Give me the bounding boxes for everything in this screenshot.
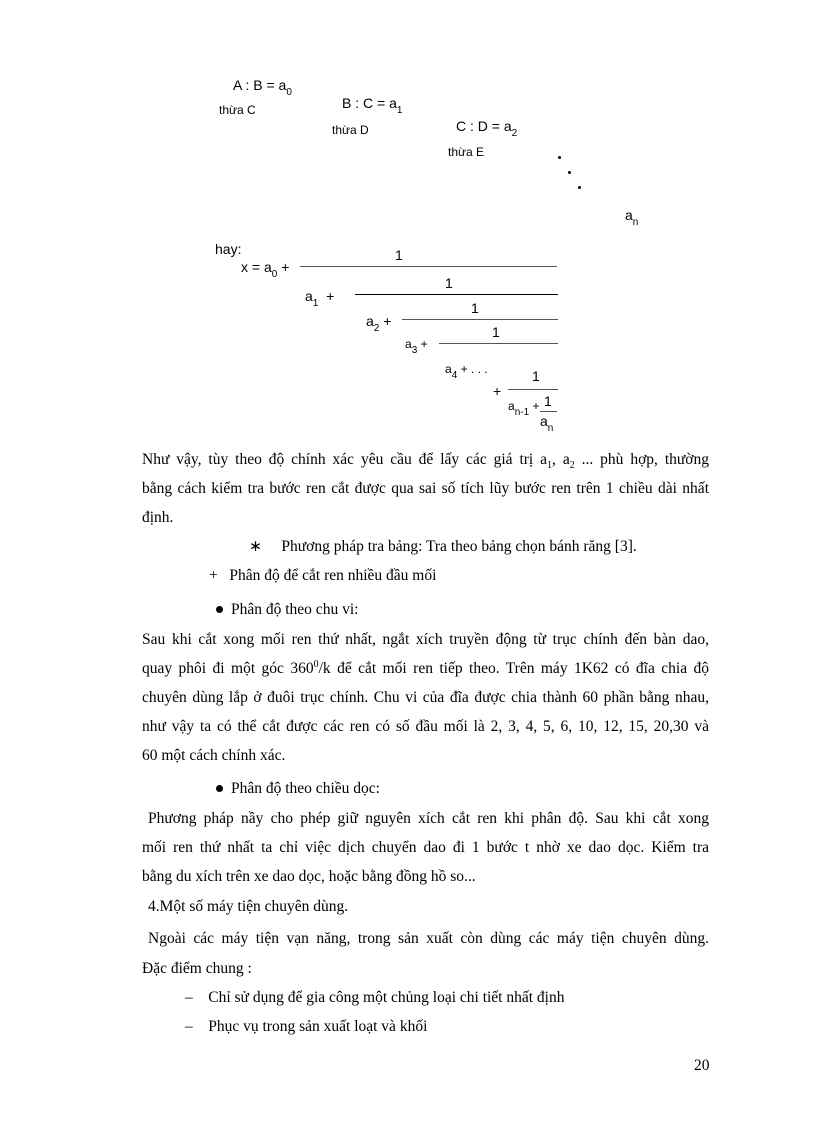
dash-marker: – xyxy=(185,989,193,1006)
remainder-e: thừa E xyxy=(448,145,485,159)
star-item: ∗ Phương pháp tra bảng: Tra theo bảng chọn bánh răng [3]. xyxy=(249,538,637,555)
paragraph-3-line-2: mối ren thứ nhất ta chỉ việc dịch chuyển dao đi 1 bước t nhờ xe dao dọc. Kiểm tra xyxy=(142,839,709,856)
bullet-icon xyxy=(216,785,223,792)
an-1-term: $a_{n-1}$ + xyxy=(508,399,540,418)
an-term: $a_n$ xyxy=(540,413,554,434)
paragraph-1-line-1: Như vậy, tùy theo độ chính xác yêu cầu để lấy các giá trị $a_1$, $a_2$ ... phù hợp, thường xyxy=(142,451,709,472)
dash-item-2: – Phục vụ trong sản xuất loạt và khối xyxy=(185,1018,428,1035)
paragraph-1-line-2: bằng cách kiểm tra bước ren cắt được qua sai số tích lũy bước ren trên 1 chiều dài nhất xyxy=(142,480,709,497)
division-line-c: C : $D = a_2$ xyxy=(456,118,518,139)
last-quotient: $a_n$ xyxy=(625,207,639,228)
section-heading-4: 4.Một số máy tiện chuyên dùng. xyxy=(148,898,349,915)
star-marker: ∗ xyxy=(249,538,262,555)
dash-marker: – xyxy=(185,1018,193,1035)
fraction-bar-5 xyxy=(508,389,558,390)
numerator-5: 1 xyxy=(532,368,540,384)
plus-marker: + xyxy=(209,567,218,584)
numerator-2: 1 xyxy=(445,275,453,291)
continued-fraction-figure xyxy=(205,62,650,434)
plus-item: + Phân độ để cắt ren nhiều đầu mối xyxy=(209,567,437,584)
bullet-icon xyxy=(216,606,223,613)
division-line-a: A : $B = a_0$ xyxy=(233,77,292,98)
paragraph-2-line-4: như vậy ta có thể cắt được các ren có số đầu mối là 2, 3, 4, 5, 6, 10, 12, 15, 20,30 và xyxy=(142,718,709,735)
hay-label: hay: xyxy=(215,241,242,257)
numerator-4: 1 xyxy=(492,324,500,340)
bullet-item-chu-vi: Phân độ theo chu vi: xyxy=(216,602,358,618)
a2-term: $a_2$ + xyxy=(366,313,392,334)
remainder-c: thừa C xyxy=(219,103,256,117)
paragraph-2-line-5: 60 một cách chính xác. xyxy=(142,747,286,764)
numerator-6: 1 xyxy=(544,393,552,409)
ellipsis-dot xyxy=(558,156,561,159)
paragraph-3-line-1: Phương pháp nầy cho phép giữ nguyên xích cắt ren khi phân độ. Sau khi cắt xong xyxy=(148,810,709,827)
fraction-bar-2 xyxy=(355,294,558,295)
ellipsis-dot xyxy=(568,171,571,174)
numerator-3: 1 xyxy=(471,300,479,316)
paragraph-3-line-3: bằng du xích trên xe dao dọc, hoặc bằng đồng hồ so... xyxy=(142,868,476,885)
paragraph-4-line-1: Ngoài các máy tiện vạn năng, trong sản xuất còn dùng các máy tiện chuyên dùng. xyxy=(148,930,709,947)
page-number: 20 xyxy=(694,1057,710,1074)
dash-item-1: – Chỉ sử dụng để gia công một chủng loại chi tiết nhất định xyxy=(185,989,565,1006)
paragraph-4-line-2: Đặc điểm chung : xyxy=(142,960,252,977)
paragraph-2-line-2: quay phôi đi một góc $360^0/k$ để cắt mối ren tiếp theo. Trên máy 1K62 có đĩa chia độ xyxy=(142,658,709,677)
a3-term: $a_3$ + xyxy=(405,337,428,356)
remainder-d: thừa D xyxy=(332,123,369,137)
a4-term: $a_4$ + . . . xyxy=(445,362,488,381)
fraction-bar-3 xyxy=(402,319,558,320)
a1-term: $a_1$ + xyxy=(305,288,335,309)
ellipsis-dot xyxy=(578,186,581,189)
fraction-bar-4 xyxy=(439,343,558,344)
paragraph-2-line-1: Sau khi cắt xong mối ren thứ nhất, ngắt xích truyền động từ trục chính đến bàn dao, xyxy=(142,631,709,648)
fraction-bar-1 xyxy=(300,266,557,267)
x-equals-a0: $x = a_0$ + xyxy=(241,259,290,280)
numerator-1: 1 xyxy=(395,247,403,263)
paragraph-2-line-3: chuyên dùng lắp ở đuôi trục chính. Chu vi của đĩa được chia thành 60 phần bằng nhau, xyxy=(142,689,709,706)
fraction-bar-6 xyxy=(540,411,557,412)
plus-sign: + xyxy=(493,383,502,399)
division-line-b: B : $C = a_1$ xyxy=(342,95,403,116)
paragraph-1-line-3: định. xyxy=(142,509,174,526)
bullet-item-chieu-doc: Phân độ theo chiều dọc: xyxy=(216,781,380,797)
